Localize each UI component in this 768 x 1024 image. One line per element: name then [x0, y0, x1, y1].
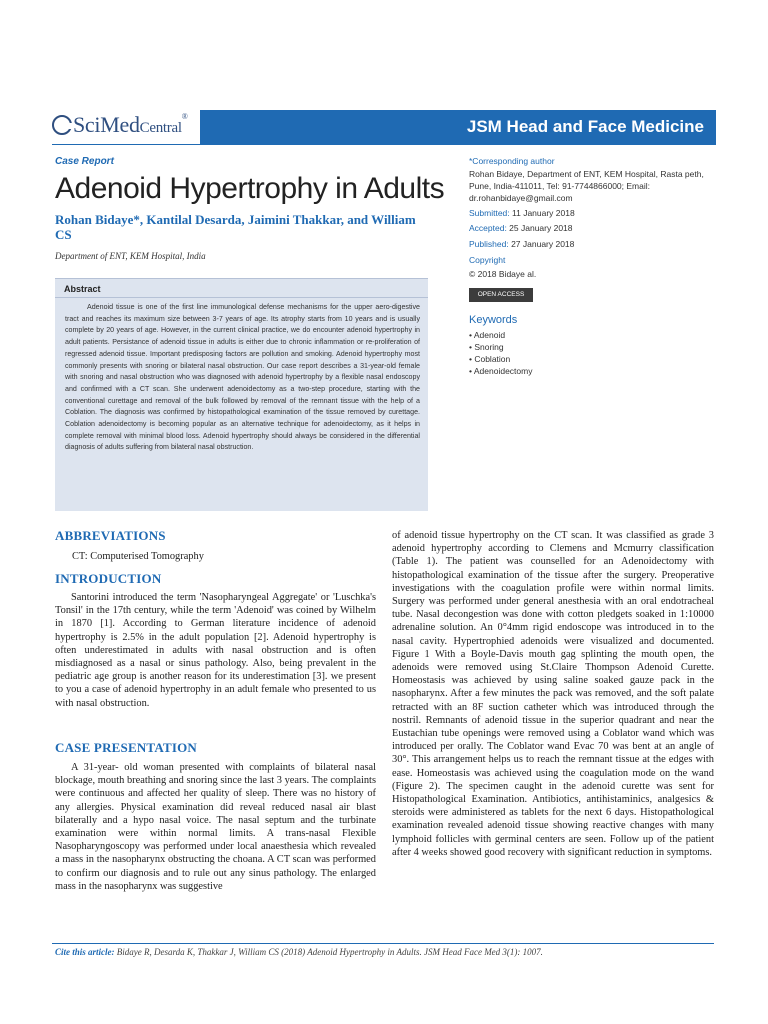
case-presentation-text: A 31-year- old woman presented with complaints of bilateral nasal blockage, mouth breathing and snoring since the last 3 years. The complaints were continuous and affected her quality of sleep. There was no history of any allergies. Physical examination did reveal reduced nasal air blast bilaterally and a hypo nasal voice. The nasal septum and the turbinate examination were within normal limits. A trans-nasal Flexible Nasopharyngoscopy was performed under local anaesthesia which revealed a mass in the nasopharynx obstructing the choana. A CT scan was performed to confirm our diagnosis and to rule out any sinus pathology. The enlarged mass in the nasopharynx was suggestive: [55, 762, 376, 892]
corresponding-author-label: *Corresponding author: [469, 156, 555, 166]
keyword-item: • Snoring: [469, 342, 504, 352]
abstract-title: Abstract: [64, 284, 101, 294]
article-type: Case Report: [55, 156, 114, 167]
keywords-title: Keywords: [469, 314, 518, 326]
abstract-text: Adenoid tissue is one of the first line immunological defense mechanisms for the upper aero-digestive tract and reaches its maximum size between 3-7 years of age. Its atrophy starts from 10 years and is usually complete by 20 years of age. However, in the current clinical practice, we do encounter adenoid hypertrophy in adult patients. Persistance of adenoid tissue in adults is either due to chronic inflammation or re-proliferation of regressed adenoid tissue. Important predisposing factors are pollution and smoking. Adenoid hypertrophy most commonly presents with snoring or bilateral nasal obstruction. Our case report describes a 31-year-old female with snoring and nasal obstruction who was diagnosed with adenoid hypertrophy by a flexible nasal endoscopy and confirmed with a CT scan. She underwent adenoidectomy as a two-step procedure, starting with the conventional curettage and removal of the bulk followed by removal of the remnant tissue with the help of a Coblation. The diagnosis was confirmed by histopathological examination of the tissue removed by curettage. Coblation adenoidectomy is becoming popular as an alternative technique for adenoidectomy, as it helps in complete removal with minimal blood loss. Adenoid hypertrophy should always be considered in the differential diagnosis of adults suffering from bilateral nasal obstruction.: [65, 303, 420, 452]
keyword-item: • Adenoidectomy: [469, 366, 533, 376]
keyword-item: • Coblation: [469, 354, 511, 364]
keyword-item: • Adenoid: [469, 330, 506, 340]
accepted-date: Accepted: 25 January 2018: [469, 223, 573, 233]
header-divider: [52, 144, 716, 145]
published-date: Published: 27 January 2018: [469, 239, 575, 249]
logo-text: SciMedCentral®: [73, 112, 188, 137]
case-presentation-heading: CASE PRESENTATION: [55, 740, 197, 755]
citation: Cite this article: Bidaye R, Desarda K, Thakkar J, William CS (2018) Adenoid Hypertrophy in Adults. JSM Head Face Med 3(1): 1007.: [55, 947, 543, 957]
corresponding-author-text: Rohan Bidaye, Department of ENT, KEM Hospital, Rasta peth, Pune, India-411011, Tel: 91-7744866000; Email: dr.rohanbidaye@gmail.com: [469, 169, 704, 203]
article-title: Adenoid Hypertrophy in Adults: [55, 172, 445, 205]
copyright-label: Copyright: [469, 255, 506, 265]
logo-circle-icon: [52, 115, 72, 135]
open-access-badge: OPEN ACCESS: [469, 288, 533, 302]
article-authors: Rohan Bidaye*, Kantilal Desarda, Jaimini Thakkar, and William CS: [55, 212, 416, 242]
publisher-logo: [52, 110, 187, 140]
article-affiliation: Department of ENT, KEM Hospital, India: [55, 251, 206, 261]
keywords-list: [469, 329, 532, 377]
journal-name-bar: JSM Head and Face Medicine: [200, 110, 716, 144]
footer-divider: [52, 943, 714, 944]
abstract-divider: [55, 297, 428, 298]
abstract-box: [55, 278, 428, 511]
introduction-heading: INTRODUCTION: [55, 571, 162, 586]
introduction-text: Santorini introduced the term 'Nasopharyngeal Aggregate' or 'Luschka's Tonsil' in the 17th century, while the term 'Adenoid' was coined by Wilhelm in 1870 [1]. According to German literature incidence of adenoid hypertrophy is 2.5% in the adult population [2]. Adenoid hypertrophy is often underestimated in adults with nasal obstruction and is often misdiagnosed as a nasal or sinus pathology. Also, being prevalent in the pediatric age group is another reason for its underestimation [3]. we present to you a case of adenoid hypertrophy in an adult female who presented to us with nasal obstruction.: [55, 592, 376, 709]
case-presentation-continued-text: of adenoid tissue hypertrophy on the CT scan. It was classified as grade 3 adenoid hypertrophy according to Clemens and Mcmurry classification (Table 1). The patient was counselled for an Adenoidectomy with histopathological examination of the tissue after the surgery. Preoperative investigations with the coagulation profile were within normal limits. Surgery was performed under general anesthesia with an oral endotracheal tube. Nasal decongestion was done with cotton pledgets soaked in 1:10000 adrenaline solution. An 0°4mm rigid endoscope was introduced in to the nasal cavity. Hypertrophied adenoids were visualized and documented. Figure 1 With a Boyle-Davis mouth gag splinting the mouth open, the adenoids were removed using St.Claire Thompson Adenoid Curette. Homeostasis was achieved by using saline soaked gauze pack in the nasopharynx. After a few minutes the pack was removed, and the soft palate retracted with an 8F suction catheter which was introduced through the nostril. Remnants of adenoid tissue in the superior quadrant and near the Eustachian tube openings were removed using a Coblator wand which was introduced per orally. The Coblator wand Evac 70 was bent at an angle of 30°. This arrangement helps us to reach the remnant tissue at the edges with ease. Homeostasis was achieved using the coagulation mode on the wand (Figure 2). The specimen caught in the adenoid curette was sent for Histopathological Examination. Antibiotics, antihistaminics, analgesics & steroids were administered as tablets for the next 6 days. Histopathological examination revealed adenoid tissue showing reactive changes with many lymphoid follicles with germinal centers are seen. Follow up of the patient after 4 weeks showed good recovery with significant reduction in symptoms.: [392, 530, 714, 858]
abbreviations-heading: ABBREVIATIONS: [55, 528, 166, 543]
submitted-date: Submitted: 11 January 2018: [469, 208, 575, 218]
abbreviations-text: CT: Computerised Tomography: [72, 551, 204, 562]
copyright-text: © 2018 Bidaye al.: [469, 269, 537, 279]
